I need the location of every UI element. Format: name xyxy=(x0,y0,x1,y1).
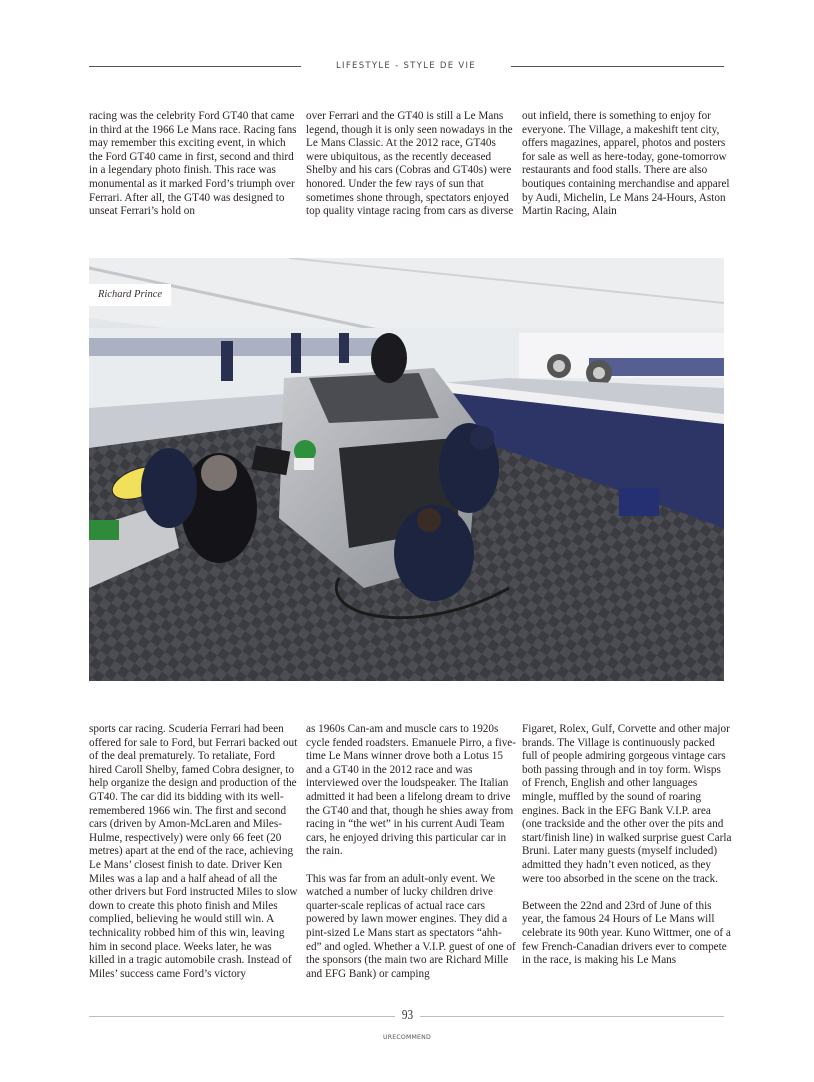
text-column-1 xyxy=(89,110,299,219)
page-number: 93 xyxy=(401,1008,414,1023)
paragraph: Between the 22nd and 23rd of June of this year, the famous 24 Hours of Le Mans will celebrate its 90th year. Kuno Wittmer, one of a few French-Canadian drivers ever to compete in the race, is making his Le Mans xyxy=(522,899,731,967)
paragraph: racing was the celebrity Ford GT40 that came in third at the 1966 Le Mans race. Racing fans may remember this exciting event, in which the Ford GT40 came in first, second and third in a legendary photo finish. This race was monumental as it marked Ford’s triumph over Ferrari. After all, the GT40 was designed to unseat Ferrari’s hold on xyxy=(89,110,297,218)
section-title: LIFESTYLE - STYLE DE VIE xyxy=(336,61,476,71)
text-column-1 xyxy=(89,723,299,981)
header-rule-right xyxy=(511,66,724,67)
paragraph: over Ferrari and the GT40 is still a Le Mans legend, though it is only seen nowadays in the Le Mans Classic. At the 2012 race, GT40s were ubiquitous, as the recently deceased Shelby and his cars (Cobras and GT40s) were honored. Under the few rays of sun that sometimes shone through, spectators enjoyed top quality vintage racing from cars as diverse xyxy=(306,110,514,218)
photo-credit: Richard Prince xyxy=(89,284,171,306)
section-header xyxy=(89,60,724,72)
footer-rule-left xyxy=(89,1016,395,1017)
paragraph: sports car racing. Scuderia Ferrari had been offered for sale to Ford, but Ferrari backed out of the deal prematurely. To retaliate, Ford hired Caroll Shelby, famed Cobra designer, to help organize the design and production of the GT40. The car did its bidding with its well-remembered 1966 win. The first and second cars (driven by Amon-McLaren and Miles-Hulme, respectively) were only 66 feet (20 metres) apart at the end of the race, achieving Le Mans’ closest finish to date. Driver Ken Miles was a lap and a half ahead of all the other drivers but Ford instructed Miles to slow down to create this photo finish and Miles complied, believing he would still win. A technicality robbed him of this win, leaving him in second place. Weeks later, he was killed in a tragic automobile crash. Instead of Miles’ success came Ford’s victory xyxy=(89,723,298,980)
header-rule-left xyxy=(89,66,301,67)
text-column-2 xyxy=(306,110,516,219)
text-column-2 xyxy=(306,723,516,981)
magazine-brand: URECOMMEND xyxy=(383,1034,431,1041)
paragraph: out infield, there is something to enjoy for everyone. The Village, a makeshift tent city, offers magazines, apparel, photos and posters for sale as well as here-today, gone-tomorrow restaurants and food stalls. There are also boutiques containing merchandise and apparel by Audi, Michelin, Le Mans 24-Hours, Aston Martin Racing, Alain xyxy=(522,110,730,218)
footer-rule-right xyxy=(420,1016,724,1017)
paragraph: Figaret, Rolex, Gulf, Corvette and other major brands. The Village is continuously packed full of people admiring gorgeous vintage cars both passing through and in toy form. Wisps of French, English and other languages mingle, muffled by the sound of roaring engines. Back in the EFG Bank V.I.P. area (one trackside and the other over the pits and start/finish line) in walked surprise guest Carla Bruni. Later many guests (myself included) admitted they hadn’t even noticed, as they were too absorbed in the scene on the track. xyxy=(522,723,732,885)
text-column-3 xyxy=(522,723,732,968)
text-column-3 xyxy=(522,110,732,219)
article-photo xyxy=(89,258,724,681)
pit-garage-photo xyxy=(89,258,724,681)
paragraph: This was far from an adult-only event. We watched a number of lucky children drive quarter-scale replicas of actual race cars powered by lawn mower engines. They did a pint-sized Le Mans start as spectators “ahh-ed” and ogled. Whether a V.I.P. guest of one of the sponsors (the main two are Richard Mille and EFG Bank) or camping xyxy=(306,872,516,980)
paragraph: as 1960s Can-am and muscle cars to 1920s cycle fended roadsters. Emanuele Pirro, a five-time Le Mans winner drove both a Lotus 15 and a GT40 in the 2012 race and was interviewed over the loudspeaker. The Italian admitted it had been a lifelong dream to drive the GT40 and that, though he shies away from racing in “the wet” in his current Audi Team cars, he enjoyed driving this particular car in the rain. xyxy=(306,723,516,858)
